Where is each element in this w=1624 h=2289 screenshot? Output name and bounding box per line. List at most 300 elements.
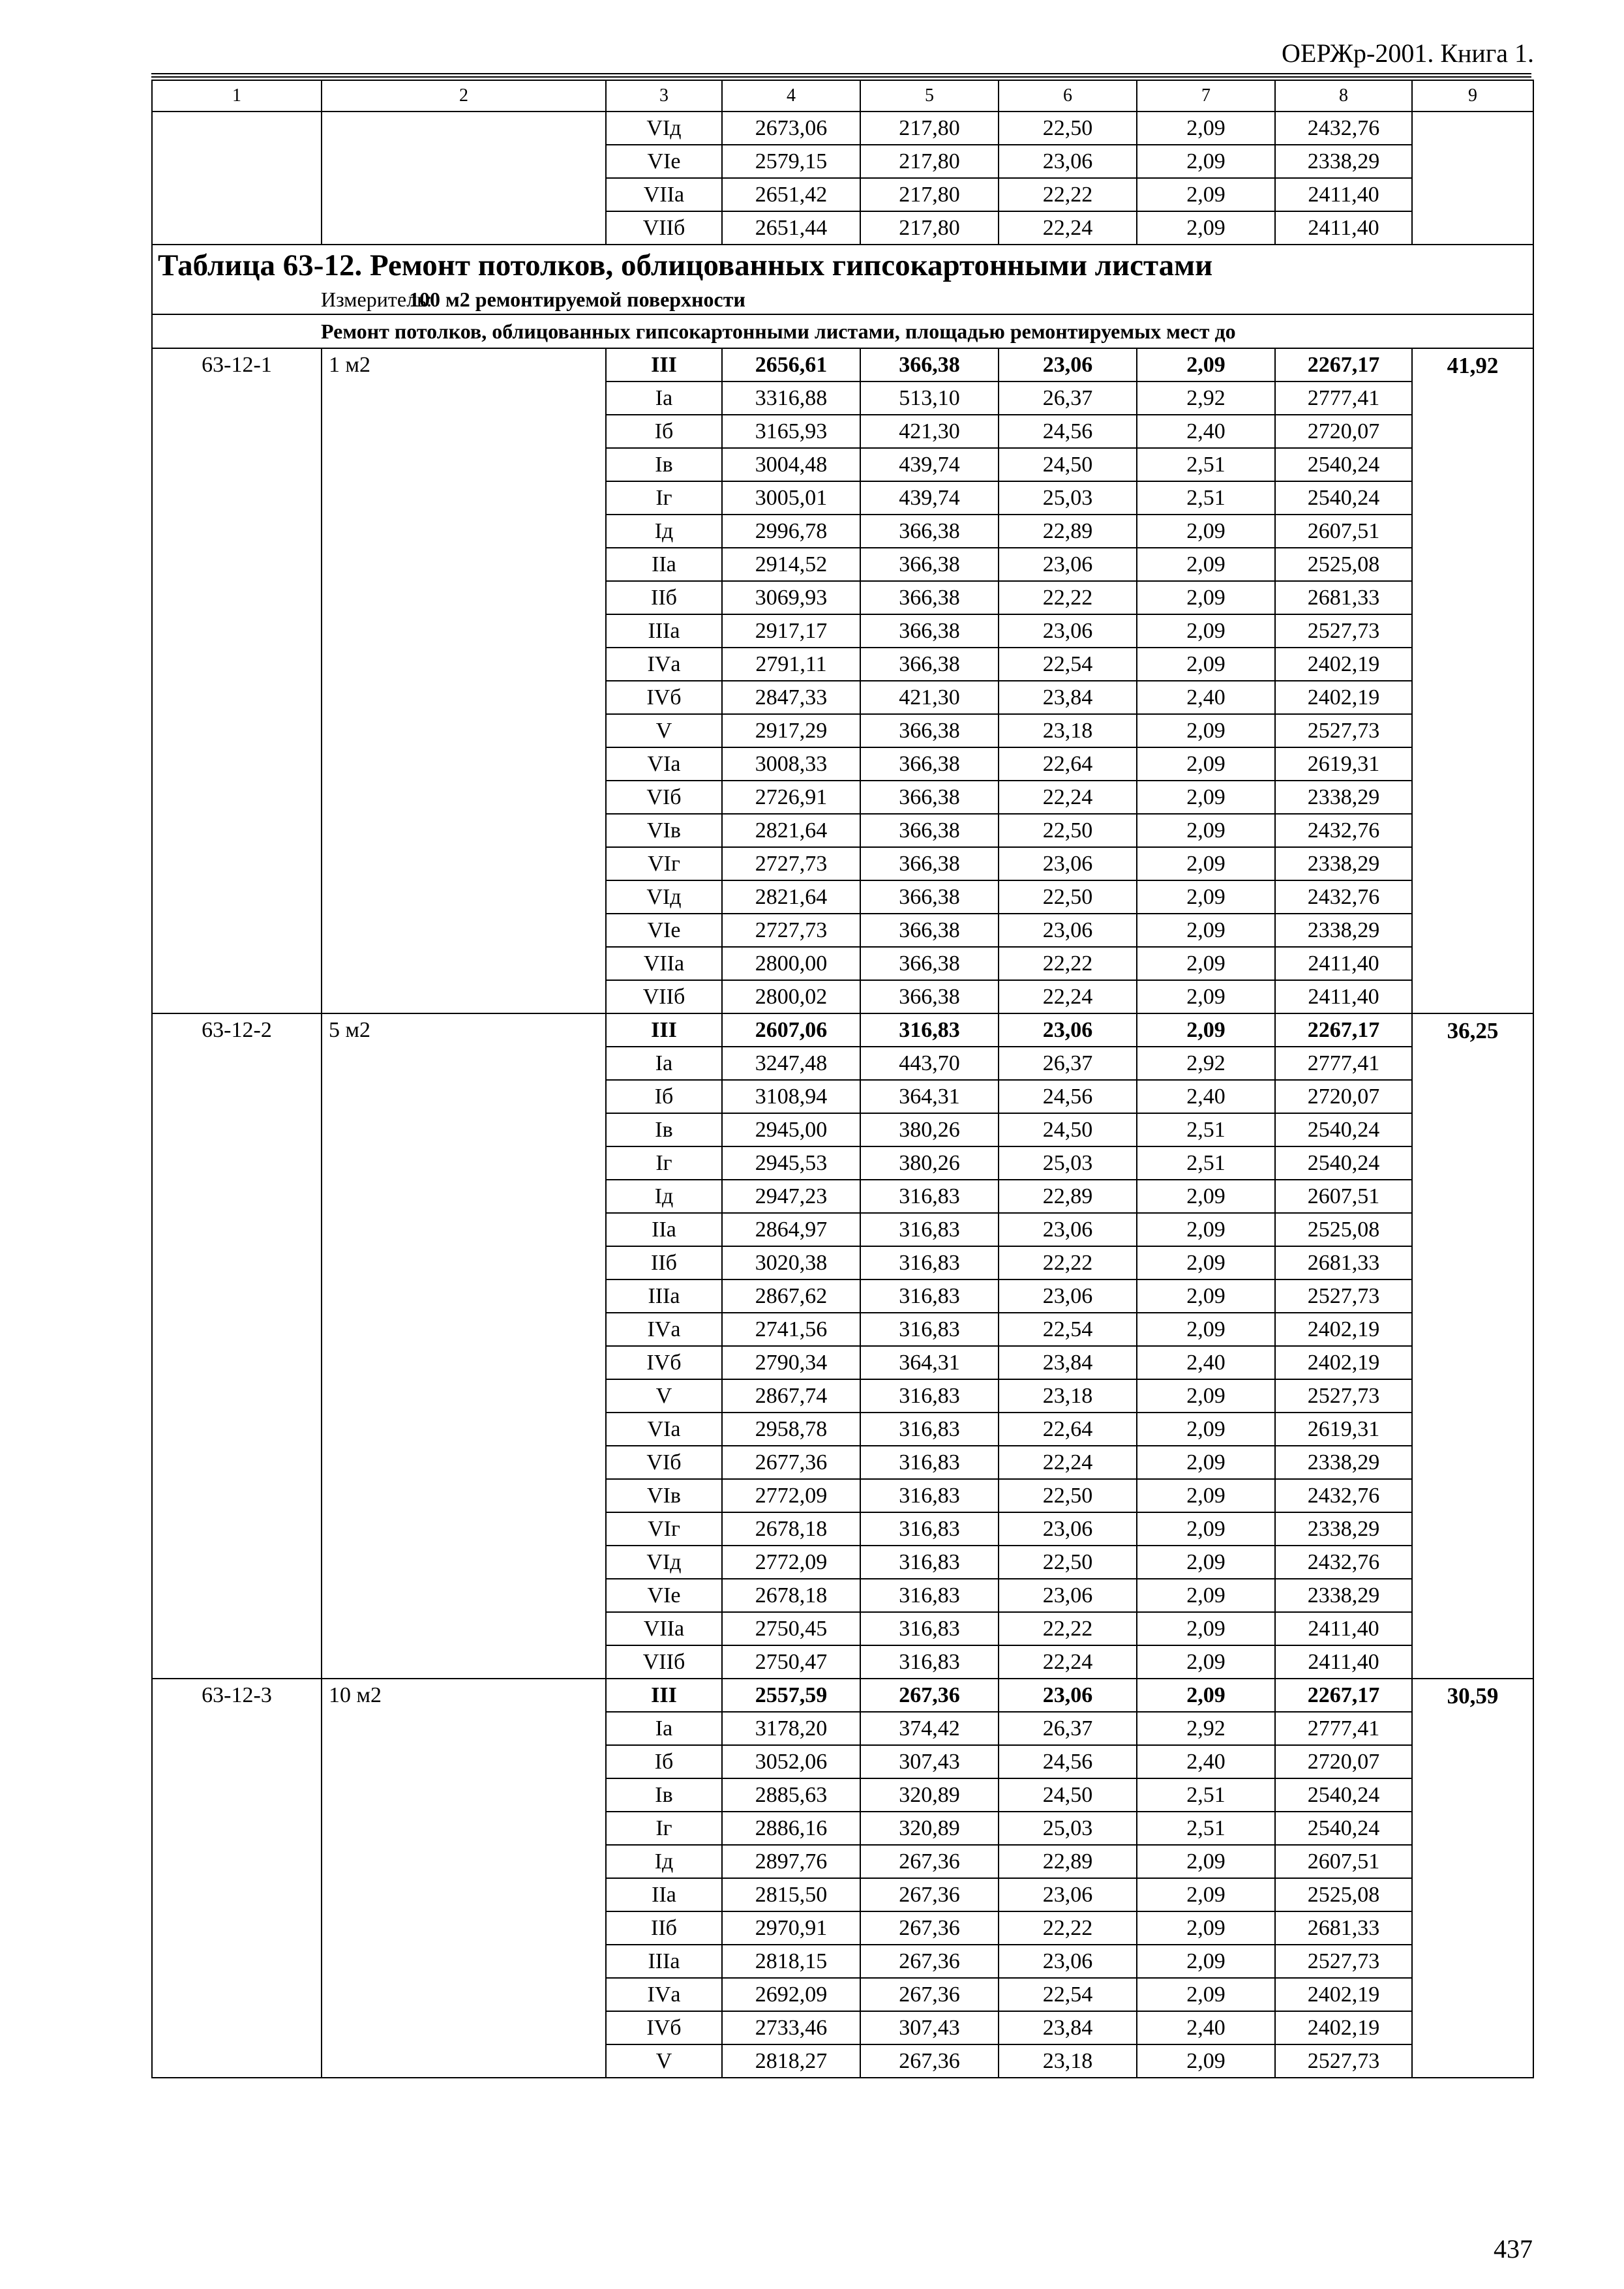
table-cell: 2527,73 [1275,2044,1412,2078]
table-cell: Iв [606,1778,722,1812]
table-cell: 2267,17 [1275,1679,1412,1712]
table-cell: 316,83 [860,1579,999,1612]
table-cell: 22,50 [999,1479,1137,1512]
table-cell: Iа [606,1047,722,1080]
table-cell: 23,06 [999,914,1137,947]
table-cell: 2800,00 [722,947,860,980]
table-cell: 443,70 [860,1047,999,1080]
table-cell: 316,83 [860,1413,999,1446]
table-cell: 2,09 [1137,1180,1275,1213]
table-cell: 2607,51 [1275,515,1412,548]
table-cell: 2772,09 [722,1546,860,1579]
price-table [151,80,1534,2078]
table-cell: 2619,31 [1275,747,1412,781]
table-cell: 267,36 [860,2044,999,2078]
table-cell: 3005,01 [722,481,860,515]
table-cell: 2,09 [1137,1579,1275,1612]
rate-description: 5 м2 [322,1013,606,1679]
empty-cell [322,112,606,245]
table-cell: 24,50 [999,1113,1137,1146]
table-cell: 23,06 [999,1579,1137,1612]
table-cell: 2,09 [1137,1213,1275,1246]
table-cell: 23,06 [999,1279,1137,1313]
table-title-row [152,245,1533,314]
table-cell: 2338,29 [1275,1512,1412,1546]
table-cell: 2790,34 [722,1346,860,1379]
rate-description: 10 м2 [322,1679,606,2078]
table-cell: 22,54 [999,1978,1137,2011]
table-title-cell [152,245,1533,314]
table-cell: 2800,02 [722,980,860,1013]
table-cell: 2,92 [1137,1712,1275,1745]
table-cell: 316,83 [860,1279,999,1313]
table-cell: IIб [606,1911,722,1945]
table-cell: 2540,24 [1275,1113,1412,1146]
table-cell: 2678,18 [722,1579,860,1612]
table-cell: 2338,29 [1275,1446,1412,1479]
table-cell: 2402,19 [1275,1346,1412,1379]
table-cell: IVа [606,648,722,681]
table-cell: 2,09 [1137,515,1275,548]
table-cell: III [606,1013,722,1047]
table-cell: IVа [606,1978,722,2011]
table-cell: 2540,24 [1275,481,1412,515]
table-cell: VIIб [606,1645,722,1679]
table-cell: 2540,24 [1275,1146,1412,1180]
table-cell: 22,22 [999,1246,1137,1279]
column-number: 4 [722,80,860,112]
table-cell: VIд [606,1546,722,1579]
table-cell: 2651,44 [722,211,860,245]
table-cell: 2864,97 [722,1213,860,1246]
table-cell: 22,22 [999,947,1137,980]
table-cell: 2,09 [1137,581,1275,614]
table-cell: 513,10 [860,382,999,415]
table-cell: 2267,17 [1275,348,1412,382]
table-cell: 22,24 [999,781,1137,814]
table-cell: 2726,91 [722,781,860,814]
table-cell: 24,56 [999,1745,1137,1778]
table-cell: 2,92 [1137,382,1275,415]
empty-cell [152,112,322,245]
table-cell: V [606,1379,722,1413]
table-cell: IVб [606,2011,722,2044]
measure-value: 100 м2 ремонтируемой поверхности [409,288,745,311]
table-cell: 316,83 [860,1479,999,1512]
table-cell: 217,80 [860,178,999,211]
table-row [152,1679,1533,1712]
table-cell: IIIа [606,614,722,648]
table-cell: 24,50 [999,1778,1137,1812]
table-cell: 2777,41 [1275,1712,1412,1745]
table-cell: 2897,76 [722,1845,860,1878]
table-cell: 23,06 [999,1512,1137,1546]
table-cell: 2,09 [1137,1479,1275,1512]
table-cell: 23,06 [999,145,1137,178]
table-cell: 2,40 [1137,1745,1275,1778]
table-cell: VIIа [606,1612,722,1645]
table-cell: IIа [606,1213,722,1246]
table-cell: 2818,27 [722,2044,860,2078]
table-row [152,348,1533,382]
table-cell: 2777,41 [1275,1047,1412,1080]
table-cell: 316,83 [860,1313,999,1346]
table-cell: 374,42 [860,1712,999,1745]
table-cell: 2432,76 [1275,880,1412,914]
table-cell: 22,24 [999,980,1137,1013]
table-cell: 2821,64 [722,814,860,847]
rate-code: 63-12-3 [152,1679,322,2078]
table-cell: 22,64 [999,1413,1137,1446]
table-cell: 2527,73 [1275,1279,1412,1313]
table-cell: 421,30 [860,415,999,448]
table-cell: 2411,40 [1275,947,1412,980]
table-cell: 2,09 [1137,211,1275,245]
table-cell: 24,56 [999,1080,1137,1113]
table-cell: IVа [606,1313,722,1346]
table-cell: 2525,08 [1275,1878,1412,1911]
table-cell: 2947,23 [722,1180,860,1213]
table-cell: 2,09 [1137,1379,1275,1413]
table-cell: 2402,19 [1275,648,1412,681]
table-cell: VIа [606,1413,722,1446]
rate-index: 36,25 [1412,1013,1533,1679]
column-number: 9 [1412,80,1533,112]
table-cell: 2914,52 [722,548,860,581]
table-cell: 23,06 [999,1213,1137,1246]
table-cell: IIIа [606,1945,722,1978]
table-cell: 2720,07 [1275,1080,1412,1113]
table-cell: 22,22 [999,1612,1137,1645]
table-cell: 23,06 [999,847,1137,880]
table-cell: 2,09 [1137,348,1275,382]
table-cell: 2692,09 [722,1978,860,2011]
table-cell: Iд [606,1180,722,1213]
table-cell: 2432,76 [1275,814,1412,847]
table-cell: 3108,94 [722,1080,860,1113]
table-cell: VIе [606,1579,722,1612]
table-cell: 23,18 [999,2044,1137,2078]
rate-index: 30,59 [1412,1679,1533,2078]
table-cell: Iд [606,1845,722,1878]
table-cell: III [606,348,722,382]
table-cell: 267,36 [860,1911,999,1945]
table-cell: 22,64 [999,747,1137,781]
table-cell: 2970,91 [722,1911,860,1945]
table-cell: 2,51 [1137,1812,1275,1845]
table-cell: 2,09 [1137,1512,1275,1546]
table-cell: 2,92 [1137,1047,1275,1080]
table-cell: V [606,714,722,747]
table-cell: 2,09 [1137,880,1275,914]
table-cell: 23,06 [999,1878,1137,1911]
table-cell: 22,54 [999,1313,1137,1346]
table-cell: 2,09 [1137,1279,1275,1313]
table-cell: 2338,29 [1275,847,1412,880]
table-cell: 2656,61 [722,348,860,382]
table-title: Таблица 63-12. Ремонт потолков, облицованных гипсокартонными листами [158,248,1213,282]
table-cell: 2,09 [1137,1413,1275,1446]
table-cell: 316,83 [860,1013,999,1047]
table-cell: 2338,29 [1275,914,1412,947]
rate-description: 1 м2 [322,348,606,1013]
table-cell: 2772,09 [722,1479,860,1512]
table-cell: 366,38 [860,947,999,980]
table-cell: VIб [606,1446,722,1479]
table-cell: 316,83 [860,1446,999,1479]
table-cell: VIIб [606,211,722,245]
table-cell: Iб [606,1745,722,1778]
column-number: 8 [1275,80,1412,112]
table-cell: 380,26 [860,1113,999,1146]
table-cell: 2673,06 [722,112,860,145]
table-cell: 2,09 [1137,814,1275,847]
table-cell: 22,89 [999,1180,1137,1213]
table-cell: 2750,47 [722,1645,860,1679]
table-cell: IIб [606,581,722,614]
table-cell: 2847,33 [722,681,860,714]
table-cell: IIа [606,548,722,581]
table-cell: 26,37 [999,382,1137,415]
table-cell: 2818,15 [722,1945,860,1978]
page-number: 437 [1494,2234,1533,2264]
table-cell: 316,83 [860,1645,999,1679]
table-cell: Iв [606,448,722,481]
table-cell: 366,38 [860,614,999,648]
table-cell: 267,36 [860,1878,999,1911]
table-cell: 2,09 [1137,1313,1275,1346]
table-cell: 2867,62 [722,1279,860,1313]
table-cell: 2411,40 [1275,1645,1412,1679]
table-cell: 2727,73 [722,914,860,947]
table-cell: 316,83 [860,1213,999,1246]
table-cell: Iд [606,515,722,548]
table-cell: III [606,1679,722,1712]
table-cell: 267,36 [860,1679,999,1712]
table-cell: 316,83 [860,1246,999,1279]
table-cell: 23,18 [999,714,1137,747]
table-cell: 2,51 [1137,1778,1275,1812]
table-cell: 22,22 [999,1911,1137,1945]
table-cell: 366,38 [860,847,999,880]
table-cell: 25,03 [999,1812,1137,1845]
table-cell: 2411,40 [1275,1612,1412,1645]
table-cell: 2867,74 [722,1379,860,1413]
table-cell: 3052,06 [722,1745,860,1778]
table-cell: 2,40 [1137,1346,1275,1379]
table-cell: VIб [606,781,722,814]
table-cell: 364,31 [860,1080,999,1113]
table-cell: 366,38 [860,747,999,781]
table-cell: 2958,78 [722,1413,860,1446]
table-cell: 2681,33 [1275,1246,1412,1279]
rate-code: 63-12-1 [152,348,322,1013]
table-cell: 366,38 [860,581,999,614]
table-cell: 2411,40 [1275,211,1412,245]
table-cell: 2,40 [1137,415,1275,448]
table-cell: IIб [606,1246,722,1279]
table-cell: 2,51 [1137,481,1275,515]
table-cell: VIг [606,1512,722,1546]
table-cell: Iа [606,1712,722,1745]
table-cell: 2402,19 [1275,681,1412,714]
table-cell: IVб [606,1346,722,1379]
table-cell: 316,83 [860,1379,999,1413]
table-cell: 2527,73 [1275,1945,1412,1978]
table-cell: 366,38 [860,648,999,681]
table-cell: 439,74 [860,481,999,515]
table-cell: 2402,19 [1275,1313,1412,1346]
table-cell: 2,09 [1137,714,1275,747]
table-cell: 22,54 [999,648,1137,681]
column-number: 2 [322,80,606,112]
table-cell: 2,09 [1137,178,1275,211]
table-cell: 2733,46 [722,2011,860,2044]
table-cell: Iв [606,1113,722,1146]
table-cell: 2402,19 [1275,2011,1412,2044]
table-cell: IIIа [606,1279,722,1313]
table-cell: VIг [606,847,722,880]
table-cell: 2777,41 [1275,382,1412,415]
table-cell: 2,09 [1137,1945,1275,1978]
table-cell: 2432,76 [1275,1479,1412,1512]
table-cell: 316,83 [860,1180,999,1213]
rate-index: 41,92 [1412,348,1533,1013]
table-cell: 366,38 [860,814,999,847]
table-cell: 2619,31 [1275,1413,1412,1446]
table-cell: 2,09 [1137,1612,1275,1645]
table-cell: 439,74 [860,448,999,481]
table-cell: 3069,93 [722,581,860,614]
table-cell: 2791,11 [722,648,860,681]
table-cell: 2,09 [1137,1679,1275,1712]
table-cell: 2,09 [1137,847,1275,880]
table-cell: 22,22 [999,178,1137,211]
table-cell: 217,80 [860,112,999,145]
table-cell: 2727,73 [722,847,860,880]
table-cell: 23,06 [999,1679,1137,1712]
table-cell: 2,09 [1137,1878,1275,1911]
table-cell: 23,06 [999,614,1137,648]
table-cell: 2579,15 [722,145,860,178]
table-cell: 2338,29 [1275,1579,1412,1612]
table-row [152,1013,1533,1047]
table-cell: 316,83 [860,1612,999,1645]
table-cell: 2681,33 [1275,1911,1412,1945]
table-cell: VIе [606,145,722,178]
document-header-title: ОЕРЖр-2001. Книга 1. [1282,38,1534,68]
table-cell: 366,38 [860,781,999,814]
table-cell: 2886,16 [722,1812,860,1845]
table-cell: 267,36 [860,1978,999,2011]
table-cell: 366,38 [860,348,999,382]
table-cell: 2,09 [1137,1013,1275,1047]
table-cell: 217,80 [860,211,999,245]
table-cell: 2,09 [1137,781,1275,814]
table-cell: 2681,33 [1275,581,1412,614]
table-cell: 25,03 [999,481,1137,515]
header-rule [151,73,1531,78]
table-cell: 2338,29 [1275,781,1412,814]
table-cell: 2720,07 [1275,1745,1412,1778]
table-cell: V [606,2044,722,2078]
table-cell: 267,36 [860,1945,999,1978]
subheading-row [152,314,1533,348]
table-cell: 22,50 [999,814,1137,847]
table-cell: 2527,73 [1275,1379,1412,1413]
table-cell: 366,38 [860,548,999,581]
table-cell: 26,37 [999,1712,1137,1745]
table-cell: 307,43 [860,1745,999,1778]
table-cell: 2,40 [1137,1080,1275,1113]
table-cell: 2678,18 [722,1512,860,1546]
table-cell: 3247,48 [722,1047,860,1080]
table-cell: 23,06 [999,548,1137,581]
table-cell: 2557,59 [722,1679,860,1712]
table-cell: 2525,08 [1275,1213,1412,1246]
table-cell: 3020,38 [722,1246,860,1279]
table-cell: 23,84 [999,1346,1137,1379]
table-cell: Iб [606,1080,722,1113]
table-cell: 22,24 [999,1446,1137,1479]
table-cell: 366,38 [860,914,999,947]
column-number-row [152,80,1533,112]
table-cell: 25,03 [999,1146,1137,1180]
table-cell: 2,09 [1137,2044,1275,2078]
table-cell: VIд [606,880,722,914]
table-cell: 2607,06 [722,1013,860,1047]
table-cell: 2720,07 [1275,415,1412,448]
table-cell: 2432,76 [1275,112,1412,145]
table-cell: 2,40 [1137,2011,1275,2044]
table-cell: 2,09 [1137,980,1275,1013]
table-cell: VIIа [606,178,722,211]
table-cell: 23,18 [999,1379,1137,1413]
table-cell: 3178,20 [722,1712,860,1745]
table-cell: 366,38 [860,880,999,914]
table-cell: 22,89 [999,1845,1137,1878]
table-cell: 22,22 [999,581,1137,614]
column-number: 7 [1137,80,1275,112]
table-cell: 2,09 [1137,648,1275,681]
table-cell: 2411,40 [1275,980,1412,1013]
table-cell: 23,06 [999,1013,1137,1047]
table-cell: 2,51 [1137,1113,1275,1146]
table-cell: 2,09 [1137,112,1275,145]
table-row [152,112,1533,145]
table-cell: VIв [606,814,722,847]
table-cell: Iг [606,1812,722,1845]
table-cell: VIв [606,1479,722,1512]
table-cell: 3008,33 [722,747,860,781]
empty-cell [1412,112,1533,245]
table-cell: 2917,29 [722,714,860,747]
table-cell: 267,36 [860,1845,999,1878]
table-cell: 22,50 [999,1546,1137,1579]
table-cell: VIа [606,747,722,781]
table-cell: 316,83 [860,1512,999,1546]
table-cell: 2525,08 [1275,548,1412,581]
table-cell: 2,09 [1137,1845,1275,1878]
table-cell: 366,38 [860,714,999,747]
table-cell: 22,50 [999,880,1137,914]
table-cell: 2,09 [1137,614,1275,648]
table-cell: 2,40 [1137,681,1275,714]
table-cell: Iб [606,415,722,448]
table-cell: 22,24 [999,1645,1137,1679]
table-cell: 2917,17 [722,614,860,648]
table-cell: 2945,53 [722,1146,860,1180]
